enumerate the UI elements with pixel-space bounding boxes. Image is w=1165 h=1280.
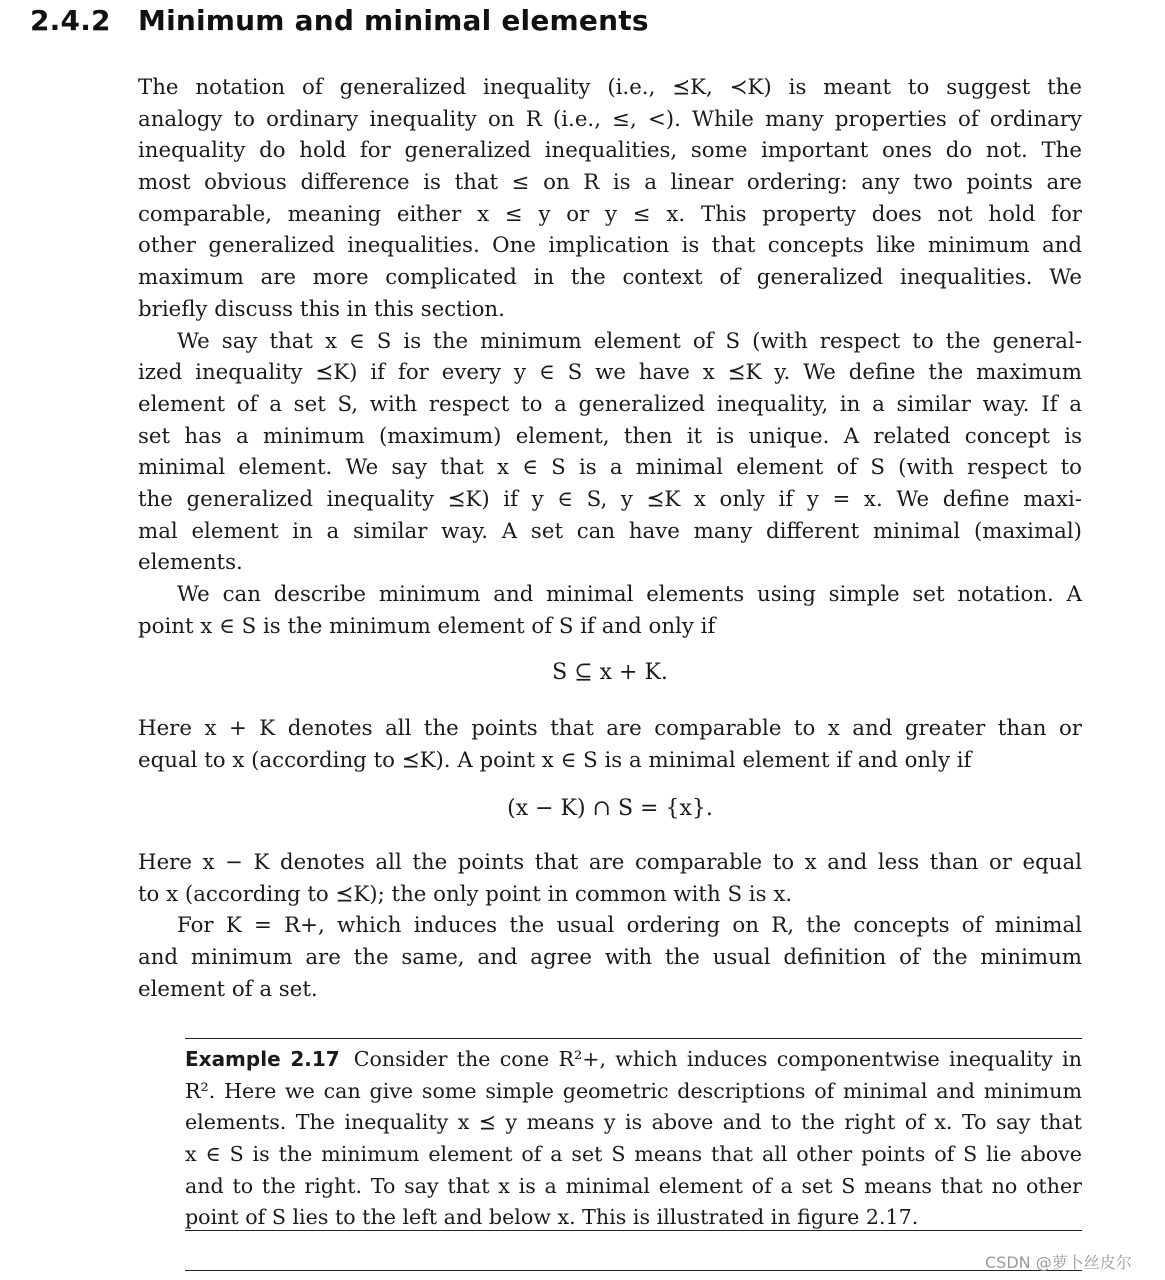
text-line: We say that x ∈ S is the minimum element of S (with respect to the general- <box>177 328 1082 354</box>
example-line: R². Here we can give some simple geometric descriptions of minimal and minimum <box>185 1078 1082 1103</box>
paragraph-x-minus-k <box>138 847 1082 1005</box>
example-bottom-rule <box>185 1230 1082 1231</box>
text-line: and minimum are the same, and agree with the usual definition of the minimum <box>138 945 1082 971</box>
text-line: elements. <box>138 550 243 576</box>
paragraph-x-plus-k <box>138 713 1082 776</box>
text-line: other generalized inequalities. One implication is that concepts like minimum and <box>138 233 1082 259</box>
csdn-watermark: CSDN @萝卜丝皮尔 <box>985 1253 1132 1272</box>
example-2-17 <box>185 1045 1082 1235</box>
example-label: Example 2.17 <box>185 1047 340 1071</box>
text-line: The notation of generalized inequality (i.e., ⪯K, ≺K) is meant to suggest the <box>138 75 1082 100</box>
text-line: inequality do hold for generalized inequalities, some important ones do not. The <box>138 138 1082 164</box>
equation-minimum: S ⊆ x + K. <box>552 660 668 685</box>
example-text: Consider the cone R²+, which induces componentwise inequality in <box>353 1047 1082 1071</box>
text-line: analogy to ordinary inequality on R (i.e., ≤, <). While many properties of ordinary <box>138 106 1082 132</box>
text-line: comparable, meaning either x ≤ y or y ≤ x. This property does not hold for <box>138 201 1082 227</box>
text-line: point x ∈ S is the minimum element of S if and only if <box>138 613 716 639</box>
text-line: maximum are more complicated in the context of generalized inequalities. We <box>138 265 1082 291</box>
text-line: Here x + K denotes all the points that are comparable to x and greater than or <box>138 716 1082 741</box>
example-line: point of S lies to the left and below x. This is illustrated in figure 2.17. <box>185 1205 919 1230</box>
text-line: Here x − K denotes all the points that are comparable to x and less than or equal <box>138 850 1082 875</box>
text-line: element of a set S, with respect to a generalized inequality, in a similar way. If a <box>138 391 1082 417</box>
text-line: For K = R+, which induces the usual ordering on R, the concepts of minimal <box>177 913 1082 939</box>
equation-minimal: (x − K) ∩ S = {x}. <box>507 796 713 821</box>
example-top-rule <box>185 1038 1082 1039</box>
example-line: and to the right. To say that x is a minimal element of a set S means that no other <box>185 1173 1082 1198</box>
example-line: x ∈ S is the minimum element of a set S means that all other points of S lie above <box>185 1142 1082 1167</box>
section-number: 2.4.2 <box>30 4 111 37</box>
text-line: ized inequality ⪯K) if for every y ∈ S we have x ⪯K y. We define the maximum <box>138 360 1082 386</box>
text-line: to x (according to ⪯K); the only point in common with S is x. <box>138 881 793 907</box>
page-bottom-rule <box>185 1270 1082 1271</box>
text-line: equal to x (according to ⪯K). A point x ∈ S is a minimal element if and only if <box>138 747 972 773</box>
text-line: set has a minimum (maximum) element, then it is unique. A related concept is <box>138 423 1082 449</box>
text-line: the generalized inequality ⪯K) if y ∈ S, y ⪯K x only if y = x. We define maxi- <box>138 486 1082 512</box>
section-heading <box>30 4 649 37</box>
example-line: elements. The inequality x ⪯ y means y is above and to the right of x. To say that <box>185 1110 1082 1135</box>
text-line: briefly discuss this in this section. <box>138 296 505 322</box>
section-title: Minimum and minimal elements <box>138 4 649 37</box>
example-line <box>185 1045 1082 1077</box>
paragraph-generalized-inequality <box>138 72 1082 642</box>
text-line: element of a set. <box>138 976 318 1002</box>
text-line: We can describe minimum and minimal elements using simple set notation. A <box>177 582 1082 607</box>
text-line: most obvious difference is that ≤ on R is a linear ordering: any two points are <box>138 170 1082 196</box>
text-line: mal element in a similar way. A set can have many different minimal (maximal) <box>138 518 1082 544</box>
text-line: minimal element. We say that x ∈ S is a minimal element of S (with respect to <box>138 455 1082 481</box>
